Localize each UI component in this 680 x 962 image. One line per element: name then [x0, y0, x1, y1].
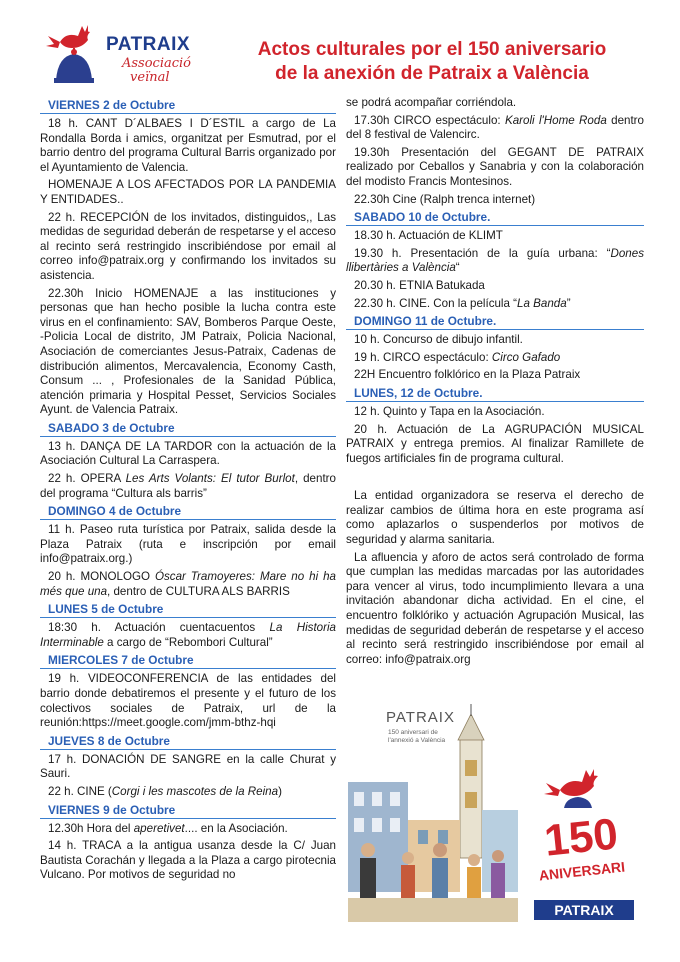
- day-heading-sabado-10: SABADO 10 de Octubre.: [346, 210, 644, 226]
- poster-title: PATRAIX: [386, 709, 455, 726]
- event-text: 18:30 h. Actuación cuentacuentos: [48, 621, 270, 635]
- page-header: [0, 0, 680, 95]
- association-logo: [44, 22, 214, 88]
- event-text: , dentro del programa “Cultura als barris”: [40, 472, 336, 500]
- poster-subtitle-2: l'annexió a València: [388, 737, 446, 744]
- anniversary-poster-illustration: [348, 700, 518, 922]
- 150-anniversary-badge: [520, 766, 644, 922]
- event-text: .... en la Asociación.: [184, 821, 288, 835]
- event-text: 19 h. CIRCO espectáculo:: [354, 350, 492, 364]
- event-paragraph: 19.30h Presentación del GEGANT DE PATRAIX realizado por Ceballos y Sanabria y con la colaboración del modisto Francis Montesinos.: [346, 145, 644, 188]
- event-title-italic: aperetivet: [133, 821, 185, 835]
- event-title-italic: Circo Gafado: [491, 350, 561, 364]
- event-paragraph: 10 h. Concurso de dibujo infantil.: [354, 333, 523, 347]
- event-text: , dentro de CULTURA ALS BARRIS: [107, 584, 290, 598]
- left-column: [40, 96, 336, 886]
- event-title-italic: Les Arts Volants: El tutor Burlot: [125, 472, 295, 486]
- event-paragraph-continued: se podrá acompañar corriéndola.: [346, 96, 517, 109]
- title-line-1: Actos culturales por el 150 aniversario: [257, 39, 607, 60]
- event-text: ): [278, 784, 282, 798]
- badge-number: 150: [542, 809, 621, 866]
- event-title-italic: Óscar Tramoyeres: Mare no hi ha més que una: [40, 570, 336, 598]
- logo-subtitle-2: veïnal: [130, 70, 170, 85]
- event-paragraph: [346, 114, 644, 143]
- logo-subtitle-1: Associació: [122, 56, 192, 71]
- event-text: “: [455, 261, 460, 275]
- event-title-italic: La Banda: [517, 296, 567, 310]
- day-heading-lunes-12: LUNES, 12 de Octubre.: [346, 386, 644, 402]
- event-text: 17.30h CIRCO espectáculo:: [354, 113, 505, 127]
- right-column: [346, 96, 644, 670]
- event-paragraph: [346, 247, 644, 276]
- event-paragraph: 20 h. Actuación de La AGRUPACIÓN MUSICAL PATRAIX y entrega premios. Al finalizar Ramillete de fuegos artificiales fin de programa cultural.: [346, 422, 644, 465]
- spacer: [346, 469, 644, 489]
- event-paragraph: 12 h. Quinto y Tapa en la Asociación.: [354, 404, 545, 418]
- event-text: ”: [566, 296, 571, 310]
- event-text: 20 h. MONOLOGO: [48, 570, 155, 584]
- event-text: 12.30h Hora del: [48, 821, 134, 835]
- day-heading-domingo-11: DOMINGO 11 de Octubre.: [346, 314, 644, 330]
- day-heading-miercoles-7: MIERCOLES 7 de Octubre: [40, 653, 336, 669]
- day-heading-jueves-8: JUEVES 8 de Octubre: [40, 734, 336, 750]
- day-heading-lunes-5: LUNES 5 de Octubre: [40, 602, 336, 618]
- day-heading-domingo-4: DOMINGO 4 de Octubre: [40, 504, 336, 520]
- event-title-italic: Karoli l'Home Roda: [504, 113, 607, 127]
- event-paragraph: 19 h. VIDEOCONFERENCIA de las entidades del barrio donde debatiremos el presente y el futuro de los colectivos sociales de Patraix, url de la reunión:https://meet.google.com/jmm-bthz-hqi: [40, 672, 336, 730]
- event-paragraph: 17 h. DONACIÓN DE SANGRE en la calle Churat y Sauri.: [40, 752, 336, 781]
- notice-paragraph: La afluencia y aforo de actos será controlado de forma que cumplan las medidas marcadas por las autoridades para vencer al virus, todo incumplimiento llevara a una invitación abandonar dicha actividad. En el cine, el encuentro folklóriko y actuación Agrupación Musical, las medidas de seguridad deberán de respetarse y el acceso al recinto será restringido inscribiéndose por email al correo: info@patraix.org: [346, 550, 644, 666]
- notice-paragraph: La entidad organizadora se reserva el derecho de realizar cambios de última hora en este programa así como aplazarlos o suspenderlos por motivos de seguridad y alarma sanitaria.: [346, 489, 644, 547]
- page-title: [222, 38, 642, 86]
- poster-subtitle-1: 150 aniversari de: [388, 729, 438, 736]
- day-heading-viernes-2: VIERNES 2 de Octubre: [40, 98, 336, 114]
- event-text: 22.30 h. CINE. Con la película “: [354, 296, 518, 310]
- day-heading-viernes-9: VIERNES 9 de Octubre: [40, 803, 336, 819]
- event-title-italic: La Historia Interminable: [40, 621, 336, 649]
- event-paragraph: [346, 297, 644, 312]
- event-text: 22 h. OPERA: [48, 472, 126, 486]
- event-paragraph: 11 h. Paseo ruta turística por Patraix, salida desde la Plaza Patraix (ruta e inscripción por email info@patraix.org.): [40, 523, 336, 566]
- event-title-italic: Corgi i les mascotes de la Reina: [111, 784, 279, 798]
- event-paragraph: 22.30h Cine (Ralph trenca internet): [354, 192, 536, 206]
- title-line-2: de la anexión de Patraix a València: [275, 63, 589, 84]
- event-paragraph: 14 h. TRACA a la antigua usanza desde la C/ Juan Bautista Corachán y llegada a la Plaza a cargo pirotecnia Vulcano. Por motivos de seguridad no: [40, 839, 336, 882]
- event-paragraph: [40, 472, 336, 501]
- event-paragraph: [40, 570, 336, 599]
- logo-name: PATRAIX: [106, 34, 191, 55]
- event-paragraph: [346, 351, 644, 366]
- day-heading-sabado-3: SABADO 3 de Octubre: [40, 421, 336, 437]
- badge-word: ANIVERSARI: [538, 858, 626, 884]
- event-text: a cargo de “Rebombori Cultural”: [103, 635, 273, 649]
- badge-name: PATRAIX: [554, 902, 614, 918]
- event-paragraph: 22 h. RECEPCIÓN de los invitados, distinguidos,, Las medidas de seguridad deberán de respetarse y el acceso al recinto será restringido inscribiéndose por email al correo info@patraix.org y confirmando los invitados su asistencia.: [40, 210, 336, 282]
- rooster-logo-icon: [44, 22, 104, 84]
- event-paragraph: HOMENAJE A LOS AFECTADOS POR LA PANDEMIA Y ENTIDADES..: [40, 178, 336, 206]
- event-title-italic: Dones llibertàries a València: [346, 246, 644, 275]
- event-paragraph: 20.30 h. ETNIA Batukada: [354, 278, 485, 292]
- event-paragraph: 13 h. DANÇA DE LA TARDOR con la actuación de la Asociación Cultural La Carraspera.: [40, 439, 336, 468]
- event-text: dentro del 8 festival de Valencirc.: [346, 113, 644, 142]
- event-paragraph: 22H Encuentro folklórico en la Plaza Patraix: [354, 368, 581, 382]
- event-text: 22 h. CINE (: [48, 784, 112, 798]
- event-paragraph: 22.30h Inicio HOMENAJE a las instituciones y personas que han hecho posible la lucha contra este virus en el confinamiento: SAV, Bomberos Parque Oeste, -Policia Local de distrito, JM Patraix, Policia Nacional, Asociación de comerciantes Jesus-Patraix, Cadenas de distribución alimentos, Mercavalencia, Economy Casth, Consum ... , Profesionales de la Sanidad Pública, atención primaria y Hospital Pesset, Servicios Sociales Ayunt. de Valencia Patraix.: [40, 286, 336, 417]
- event-text: 19.30 h. Presentación de la guía urbana: “: [354, 246, 611, 260]
- event-paragraph: [40, 621, 336, 650]
- event-paragraph: [40, 822, 336, 837]
- event-paragraph: 18 h. CANT D´ALBAES I D´ESTIL a cargo de La Rondalla Borda i amics, organitzat per Esmutrad, por el barrio dentro del programa Cultural Barris organizado por el Ayuntamiento de Valencia.: [40, 117, 336, 174]
- event-paragraph: [40, 785, 336, 800]
- event-paragraph: 18.30 h. Actuación de KLIMT: [354, 229, 503, 243]
